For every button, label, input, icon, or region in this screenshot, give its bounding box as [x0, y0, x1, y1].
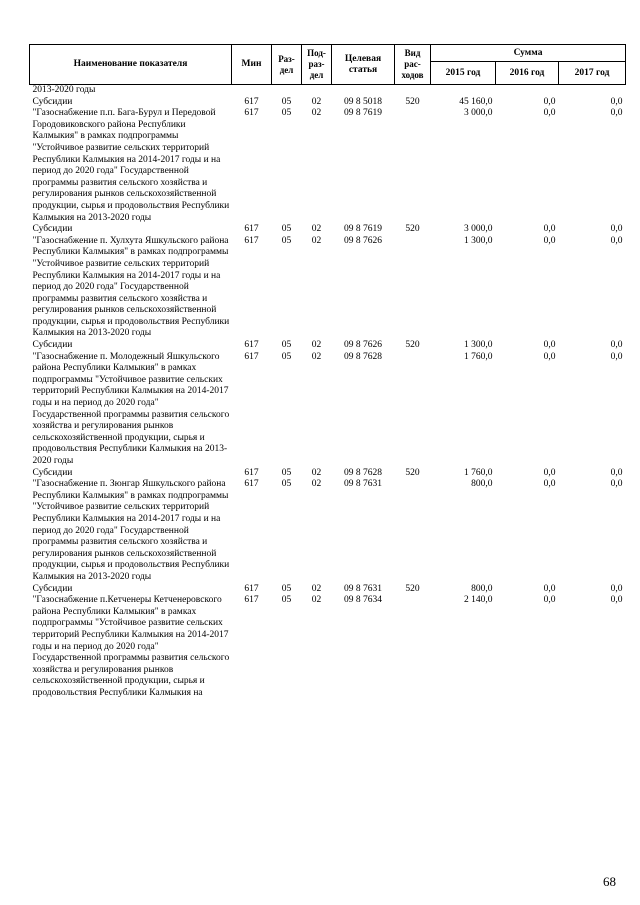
- cell-2016: 0,0: [543, 467, 556, 478]
- cell-podrazdel: 02: [311, 96, 322, 107]
- cell-razdel: [272, 85, 302, 97]
- cell-expense-type: 520: [405, 340, 420, 351]
- cell-target-article: 09 8 7628: [344, 351, 382, 362]
- cell-expense-type: [395, 595, 431, 699]
- cell-target-article: 09 8 7619: [344, 108, 382, 119]
- cell-2017: 0,0: [610, 595, 623, 606]
- cell-2016: 0,0: [543, 595, 556, 606]
- cell-2016: 0,0: [543, 583, 556, 594]
- cell-podrazdel: 02: [311, 595, 322, 606]
- cell-target-article: 09 8 7631: [344, 583, 382, 594]
- table-header: [30, 45, 626, 85]
- cell-expense-type: [395, 85, 431, 97]
- cell-target-article: 09 8 7626: [344, 235, 382, 246]
- cell-2015: 1 300,0: [464, 235, 493, 246]
- cell-2017: 0,0: [610, 583, 623, 594]
- cell-expense-type: [395, 236, 431, 340]
- table-row: [30, 97, 626, 109]
- cell-min: 617: [244, 96, 259, 107]
- cell-expense-type: 520: [405, 224, 420, 235]
- cell-name: Субсидии: [32, 467, 73, 478]
- header-celevaya: Целевая статья: [332, 45, 395, 85]
- cell-razdel: 05: [281, 467, 292, 478]
- cell-2015: 1 760,0: [464, 351, 493, 362]
- cell-expense-type: 520: [405, 583, 420, 594]
- header-year: 2016 год: [496, 62, 559, 85]
- cell-target-article: 09 8 7619: [344, 224, 382, 235]
- cell-name: Субсидии: [32, 224, 73, 235]
- cell-name: Субсидии: [32, 96, 73, 107]
- cell-min: [232, 85, 272, 97]
- cell-podrazdel: 02: [311, 467, 322, 478]
- table-row: [30, 224, 626, 236]
- cell-name: 2013-2020 годы: [32, 85, 96, 95]
- cell-expense-type: 520: [405, 467, 420, 478]
- cell-2016: 0,0: [543, 340, 556, 351]
- cell-razdel: 05: [281, 96, 292, 107]
- cell-target-article: 09 8 7626: [344, 340, 382, 351]
- cell-podrazdel: 02: [311, 108, 322, 119]
- cell-name: "Газоснабжение п.п. Бага-Бурул и Передовой Городовиковского района Республики Калмыкия" в рамках подпрограммы "Устойчивое развитие сельских территорий Республики Калмыкия на 2014-2017 годы и на период до 2020 года" Государственной программы развития сельского хозяйства и регулирования рынков сельскохозяйственной продукции, сырья и продовольствия Республики Калмыкия на 2013-2020 годы: [32, 108, 230, 223]
- cell-name: Субсидии: [32, 583, 73, 594]
- cell-min: 617: [244, 224, 259, 235]
- cell-2017: 0,0: [610, 96, 623, 107]
- cell-expense-type: 520: [405, 96, 420, 107]
- table-row: [30, 340, 626, 352]
- table-row: [30, 108, 626, 224]
- cell-podrazdel: 02: [311, 340, 322, 351]
- cell-2016: 0,0: [543, 351, 556, 362]
- cell-2017: 0,0: [610, 235, 623, 246]
- cell-min: 617: [244, 340, 259, 351]
- cell-name: "Газоснабжение п. Зюнгар Яшкульского района Республики Калмыкия" в рамках подпрограммы "Устойчивое развитие сельских территорий Республики Калмыкия на 2014-2017 годы и на период до 2020 года" Государственной программы развития сельского хозяйства и регулирования рынков сельскохозяйственной продукции, сырья и продовольствия Республики Калмыкия на 2013-2020 годы: [32, 479, 230, 582]
- cell-podrazdel: 02: [311, 224, 322, 235]
- cell-podrazdel: [302, 85, 332, 97]
- cell-2016: 0,0: [543, 96, 556, 107]
- table-row: [30, 85, 626, 97]
- cell-2017: 0,0: [610, 224, 623, 235]
- cell-razdel: 05: [281, 351, 292, 362]
- table-body: [30, 85, 626, 700]
- page-number: 68: [603, 874, 616, 889]
- cell-2015: 45 160,0: [459, 96, 493, 107]
- cell-2016: 0,0: [543, 108, 556, 119]
- cell-target-article: [332, 85, 395, 97]
- cell-2017: 0,0: [610, 479, 623, 490]
- table-row: [30, 468, 626, 480]
- cell-razdel: 05: [281, 479, 292, 490]
- header-podrazdel: Под-раз-дел: [302, 45, 332, 85]
- cell-podrazdel: 02: [311, 479, 322, 490]
- table-row: [30, 352, 626, 468]
- cell-podrazdel: 02: [311, 583, 322, 594]
- cell-expense-type: [395, 108, 431, 224]
- table-row: [30, 236, 626, 340]
- table-row: [30, 595, 626, 699]
- cell-podrazdel: 02: [311, 351, 322, 362]
- cell-target-article: 09 8 7628: [344, 467, 382, 478]
- cell-2017: 0,0: [610, 108, 623, 119]
- cell-expense-type: [395, 479, 431, 583]
- cell-razdel: 05: [281, 235, 292, 246]
- cell-razdel: 05: [281, 583, 292, 594]
- header-year: 2015 год: [431, 62, 496, 85]
- cell-min: 617: [244, 583, 259, 594]
- cell-min: 617: [244, 479, 259, 490]
- cell-target-article: 09 8 7631: [344, 479, 382, 490]
- cell-razdel: 05: [281, 595, 292, 606]
- header-name: Наименование показателя: [30, 45, 232, 85]
- cell-name: Субсидии: [32, 340, 73, 351]
- budget-table: [29, 44, 626, 699]
- cell-min: 617: [244, 235, 259, 246]
- cell-min: 617: [244, 595, 259, 606]
- cell-2015: 1 760,0: [464, 467, 493, 478]
- cell-razdel: 05: [281, 108, 292, 119]
- cell-min: 617: [244, 467, 259, 478]
- cell-2015: [431, 85, 496, 97]
- cell-name: "Газоснабжение п. Хулхута Яшкульского района Республики Калмыкия" в рамках подпрограммы "Устойчивое развитие сельских территорий Республики Калмыкия на 2014-2017 годы и на период до 2020 года" Государственной программы развития сельского хозяйства и регулирования рынков сельскохозяйственной продукции, сырья и продовольствия Республики Калмыкия на 2013-2020 годы: [32, 235, 230, 339]
- cell-min: 617: [244, 108, 259, 119]
- cell-2016: 0,0: [543, 235, 556, 246]
- cell-2015: 800,0: [471, 583, 493, 594]
- cell-target-article: 09 8 7634: [344, 595, 382, 606]
- cell-2016: [496, 85, 559, 97]
- cell-2017: [559, 85, 626, 97]
- cell-2015: 1 300,0: [464, 340, 493, 351]
- cell-name: "Газоснабжение п. Молодежный Яшкульского района Республики Калмыкия" в рамках подпрограммы "Устойчивое развитие сельских территорий Республики Калмыкия на 2014-2017 годы и на период до 2020 года" Государственной программы развития сельского хозяйства и регулирования рынков сельскохозяйственной продукции, сырья и продовольствия Республики Калмыкия на 2013-2020 годы: [32, 351, 230, 466]
- cell-2016: 0,0: [543, 224, 556, 235]
- cell-podrazdel: 02: [311, 235, 322, 246]
- cell-2017: 0,0: [610, 340, 623, 351]
- cell-2017: 0,0: [610, 467, 623, 478]
- cell-2016: 0,0: [543, 479, 556, 490]
- cell-2015: 3 000,0: [464, 108, 493, 119]
- cell-razdel: 05: [281, 224, 292, 235]
- header-year: 2017 год: [559, 62, 626, 85]
- cell-min: 617: [244, 351, 259, 362]
- header-summa: Сумма: [431, 45, 626, 62]
- header-min: Мин: [232, 45, 272, 85]
- table-row: [30, 584, 626, 596]
- header-vid: Вид рас-ходов: [395, 45, 431, 85]
- cell-2015: 2 140,0: [464, 595, 493, 606]
- cell-2017: 0,0: [610, 351, 623, 362]
- cell-2015: 3 000,0: [464, 224, 493, 235]
- cell-razdel: 05: [281, 340, 292, 351]
- cell-2015: 800,0: [471, 479, 493, 490]
- cell-name: "Газоснабжение п.Кетченеры Кетченеровского района Республики Калмыкия" в рамках подпрограммы "Устойчивое развитие сельских территорий Республики Калмыкия на 2014-2017 годы и на период до 2020 года" Государственной программы развития сельского хозяйства и регулирования рынков сельскохозяйственной продукции, сырья и продовольствия Республики Калмыкия на: [32, 595, 230, 698]
- cell-expense-type: [395, 352, 431, 468]
- table-row: [30, 479, 626, 583]
- header-razdel: Раз-дел: [272, 45, 302, 85]
- cell-target-article: 09 8 5018: [344, 96, 382, 107]
